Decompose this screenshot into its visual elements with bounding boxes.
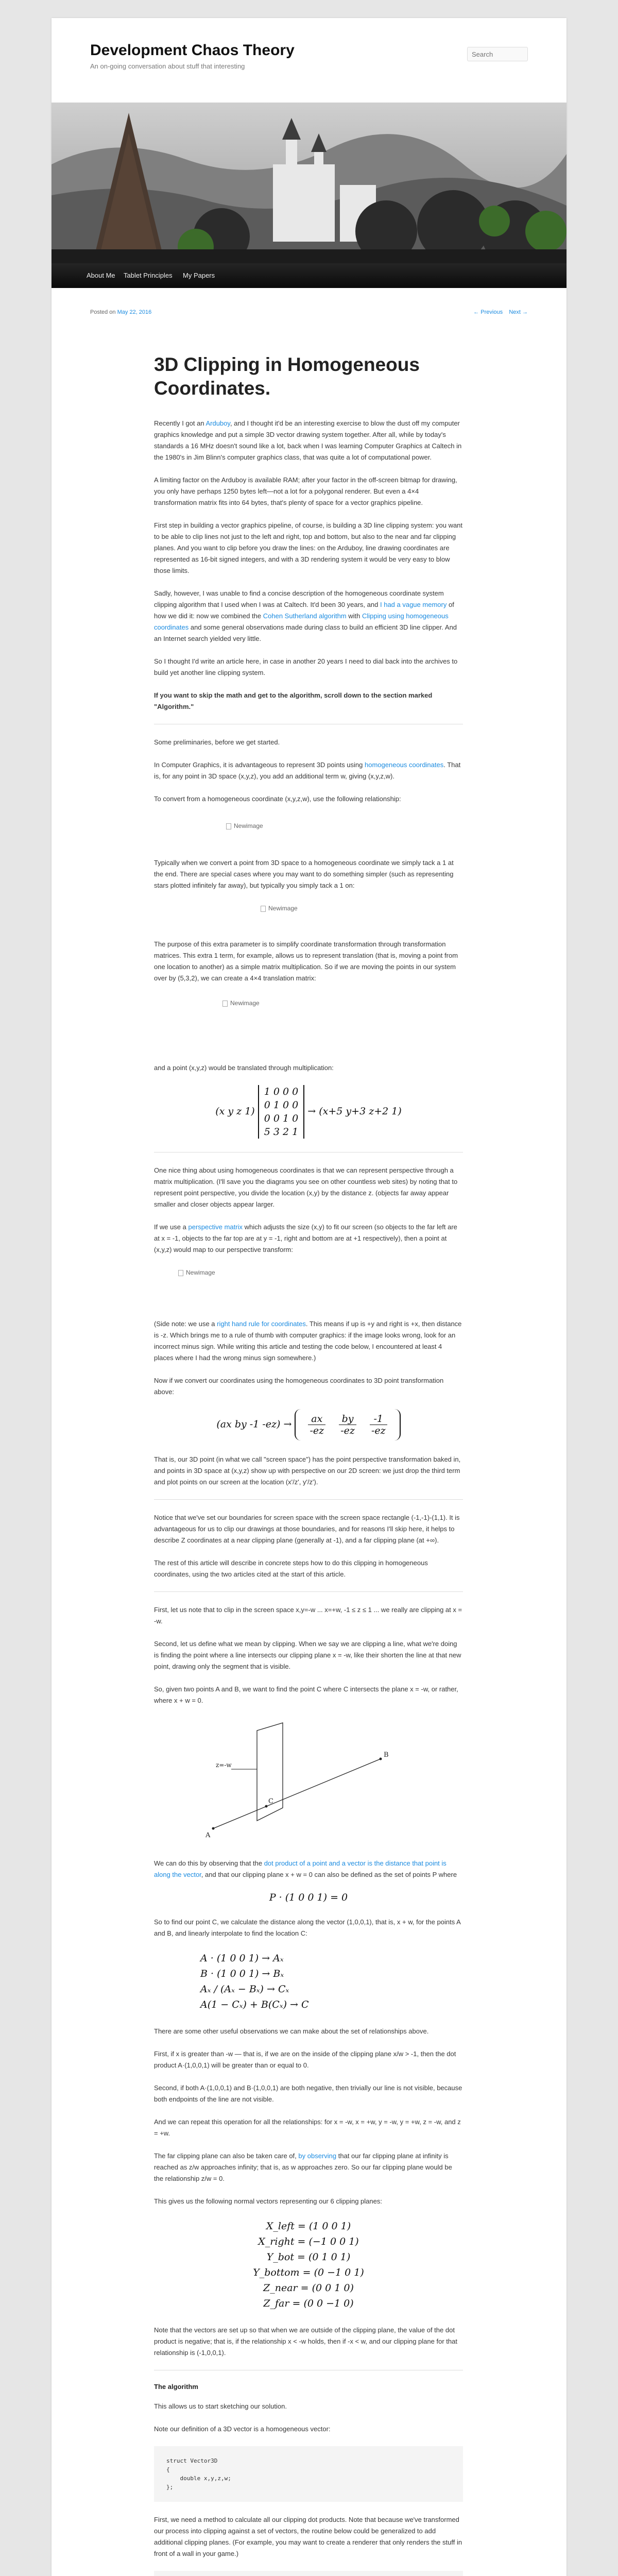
- paragraph: If we use a perspective matrix which adjusts the size (x,y) to fit our screen (so objects to the far left are at x = -1, objects to the far top are at y = -1, right and bottom are at +1 respectively), then a point at (x,y,z) would map to our perspective transform:: [154, 1223, 457, 1253]
- paragraph: To convert from a homogeneous coordinate (x,y,z,w), use the following relationship:: [154, 795, 401, 803]
- vague-memory-link[interactable]: I had a vague memory: [380, 601, 447, 608]
- broken-image: Newimage: [154, 1267, 463, 1318]
- nav-item-my-papers[interactable]: My Papers: [183, 272, 215, 279]
- point-c-label: C: [268, 1798, 273, 1805]
- clipping-plane-diagram: [154, 1718, 463, 1846]
- broken-image: Newimage: [154, 816, 463, 857]
- paragraph: And we can repeat this operation for all the relationships: for x = -w, x = +w, y = -w, y = +w, z = -w, and z = +w.: [154, 2118, 461, 2137]
- translation-equation: (x y z 1) 1 0 0 0 0 1 0 0 0 0 1 0 5 3 2 1 → (x+5 y+3 z+2 1): [215, 1086, 402, 1138]
- paragraph: So, given two points A and B, we want to find the point C where C intersects the plane x = -w, or rather, where x + w = 0.: [154, 1685, 458, 1704]
- paragraph: Sadly, however, I was unable to find a concise description of the homogeneous coordinate system clipping algorithm that I used when I was at Caltech. It'd been 30 years, and I had a vague memory of how we did it: now we combined the Cohen Sutherland algorithm with Clipping using homogeneous coordinates and some general observations made during class to build an efficient 3D line clipper. And an Internet search yielded very little.: [154, 589, 457, 642]
- nav-item-about-me[interactable]: About Me: [87, 272, 115, 279]
- paragraph: Note our definition of a 3D vector is a homogeneous vector:: [154, 2425, 331, 2433]
- perspective-matrix-link[interactable]: perspective matrix: [188, 1223, 243, 1231]
- broken-image: Newimage: [154, 903, 463, 939]
- paragraph: Recently I got an Arduboy, and I thought it'd be an interesting exercise to blow the dust off my computer graphics knowledge and put a simple 3D vector drawing system together. After all, while by today's standards a 16 MHz doesn't sound like a lot, back when I was learning Computer Graphics at Caltech in the 1980's in Jim Blinn's computer graphics class, that was quite a lot of computational power.: [154, 419, 462, 461]
- paragraph: A limiting factor on the Arduboy is available RAM; after your factor in the off-screen bitmap for drawing, you only have perhaps 1250 bytes left—not a lot for a polygonal renderer. But even a 4×4 transformation matrix fits into 64 bytes, that's plenty of space for a vector graphics pipeline.: [154, 476, 457, 506]
- paragraph: The rest of this article will describe in concrete steps how to do this clipping in homogeneous coordinates, using the two articles cited at the start of this article.: [154, 1559, 428, 1578]
- post-date[interactable]: May 22, 2016: [117, 309, 152, 315]
- paragraph: There are some other useful observations we can make about the set of relationships above.: [154, 2027, 429, 2035]
- plane-label: z=-w: [216, 1761, 232, 1769]
- paragraph: Second, let us define what we mean by clipping. When we say we are clipping a line, what we're doing is finding the point where a line intersects our clipping plane x = -w, like their shorten the line at that new point, drawing only the segment that is visible.: [154, 1640, 461, 1670]
- main-nav: [52, 263, 566, 288]
- paragraph: First, let us note that to clip in the screen space x,y=-w ... x=+w, -1 ≤ z ≤ 1 ... we really are clipping at x = -w.: [154, 1606, 462, 1625]
- site-header: [52, 18, 566, 106]
- paragraph: First, we need a method to calculate all our clipping dot products. Note that because we've transformed our process into clipping against a set of vectors, the routine below could be generalized to add additional clipping planes. (For example, you may want to create a renderer that only renders the stuff in front of a wall in your game.): [154, 2516, 462, 2557]
- broken-image-icon: [226, 823, 231, 829]
- search-input[interactable]: [467, 47, 528, 61]
- section-heading-algorithm: The algorithm: [154, 2383, 198, 2391]
- plane-equation: P · (1 0 0 1) = 0: [269, 1892, 348, 1903]
- divider: [154, 1152, 463, 1153]
- point-a-label: A: [205, 1832, 211, 1839]
- broken-image-icon: [261, 906, 266, 912]
- post-content: [154, 353, 463, 2576]
- observing-link[interactable]: by observing: [298, 2152, 337, 2160]
- broken-image-icon: [178, 1270, 183, 1276]
- paragraph: and a point (x,y,z) would be translated through multiplication:: [154, 1064, 334, 1072]
- dot-product-link[interactable]: dot product of a point and a vector is the distance that point is along the vector: [154, 1859, 447, 1878]
- right-hand-rule-link[interactable]: right hand rule for coordinates: [217, 1320, 306, 1328]
- page: [52, 18, 566, 2576]
- site-description: An on-going conversation about stuff that interesting: [90, 62, 245, 70]
- paragraph: Typically when we convert a point from 3D space to a homogeneous coordinate we simply tack a 1 at the end. There are special cases where you may want to do something simpler (such as representing stars plotted infinitely far away), but typically you simply tack a 1 on:: [154, 859, 454, 889]
- paragraph: The far clipping plane can also be taken care of, by observing that our far clipping plane at infinity is reached as z/w approaches infinity; that is, as w approaches zero. So our far clipping plane would be the relationship z/w = 0.: [154, 2152, 452, 2182]
- code-block: [154, 2571, 463, 2576]
- code-block: struct Vector3D { double x,y,z,w; };: [154, 2446, 463, 2502]
- paragraph: That is, our 3D point (in what we call "screen space") has the point perspective transformation baked in, and points in 3D space at (x,y,z) show up with perspective on our 2D screen: we just drop the third term and plot points on our screen at the location (x'/z', y'/z').: [154, 1455, 461, 1486]
- translation-matrix: 1 0 0 0 0 1 0 0 0 0 1 0 5 3 2 1: [258, 1085, 304, 1139]
- paragraph: First, if x is greater than -w — that is, if we are on the inside of the clipping plane x/w > -1, then the dot product A·(1,0,0,1) will be greater than or equal to 0.: [154, 2050, 456, 2069]
- paragraph: Some preliminaries, before we get started.: [154, 738, 280, 746]
- cohen-sutherland-link[interactable]: Cohen Sutherland algorithm: [263, 612, 347, 620]
- post-title: 3D Clipping in Homogeneous Coordinates.: [154, 354, 420, 399]
- broken-image: Newimage: [154, 995, 463, 1062]
- skip-note: If you want to skip the math and get to the algorithm, scroll down to the section marked "Algorithm.": [154, 691, 433, 710]
- paragraph: Now if we convert our coordinates using the homogeneous coordinates to 3D point transformation above:: [154, 1377, 444, 1396]
- point-b-label: B: [384, 1751, 389, 1759]
- header-image[interactable]: [52, 103, 566, 263]
- paragraph: (Side note: we use a right hand rule for coordinates. This means if up is +y and right is +x, then distance is -z. Which brings me to a rule of thumb with computer graphics: if the image looks wrong, look for an incorrect minus sign. While writing this article and testing the code below, I encountered at least 4 places where I had the wrong minus sign somewhere.): [154, 1320, 462, 1362]
- next-post-link[interactable]: Next →: [509, 309, 528, 315]
- paragraph: So to find our point C, we calculate the distance along the vector (1,0,0,1), that is, x + w, for the points A and B, and linearly interpolate to find the location C:: [154, 1918, 461, 1937]
- paragraph: The purpose of this extra parameter is to simplify coordinate transformation through transformation matrices. This extra 1 term, for example, allows us to represent translation (that is, moving a point from one location to another) as a simple matrix multiplication. So if we are moving the points in our system over by (5,3,2), we can create a 4×4 translation matrix:: [154, 940, 458, 982]
- paragraph: This gives us the following normal vectors representing our 6 clipping planes:: [154, 2197, 382, 2205]
- divider: [154, 1499, 463, 1500]
- entry-meta: [90, 309, 528, 319]
- nav-item-tablet-principles[interactable]: Tablet Principles: [124, 272, 173, 279]
- homogeneous-clipping-link[interactable]: Clipping using homogeneous coordinates: [154, 612, 449, 631]
- paragraph: Note that the vectors are set up so that when we are outside of the clipping plane, the value of the dot product is negative; that is, if the relationship x < -w holds, then if -x < w, and our clipping plane for that relationship is (-1,0,0,1).: [154, 2326, 457, 2357]
- paragraph: Second, if both A·(1,0,0,1) and B·(1,0,0,1) are both negative, then trivially our line is not visible, because both endpoints of the line are not visible.: [154, 2084, 462, 2103]
- paragraph: First step in building a vector graphics pipeline, of course, is building a 3D line clipping system: you want to be able to clip lines not just to the left and right, top and bottom, but also to the near and far clipping planes. And you want to clip before you draw the lines: on the Arduboy, line drawing coordinates are represented as 16-bit signed integers, and with a 3D rendering system it would be very easy to blow those limits.: [154, 521, 463, 574]
- paragraph: In Computer Graphics, it is advantageous to represent 3D points using homogeneous coordinates. That is, for any point in 3D space (x,y,z), you add an additional term w, giving (x,y,z,w).: [154, 761, 461, 780]
- perspective-equation: (ax by -1 -ez) → $\frac{ax}{-ez}$ $\frac{by}{-ez}$ $\frac{-1}{-ez}$: [154, 1409, 463, 1440]
- paragraph: This allows us to start sketching our solution.: [154, 2402, 287, 2410]
- previous-post-link[interactable]: ← Previous: [473, 309, 503, 315]
- site-title[interactable]: Development Chaos Theory: [90, 42, 295, 59]
- paragraph: So I thought I'd write an article here, in case in another 20 years I need to dial back into the archives to build yet another line clipping system.: [154, 657, 458, 676]
- paragraph: One nice thing about using homogeneous coordinates is that we can represent perspective through a matrix multiplication. (I'll save you the diagrams you see on other countless web sites) by noting that to represent point perspective, you divide the location (x,y) by the distance z. (objects far away appear smaller and closer objects appear larger.: [154, 1166, 458, 1208]
- posted-prefix: Posted on: [90, 309, 116, 315]
- broken-image-icon: [222, 1001, 228, 1007]
- clipping-plane-vectors: X_left = (1 0 0 1) X_right = (−1 0 0 1) Y_bot = (0 1 0 1) Y_bottom = (0 −1 0 1) Z_near = (0 0 1 0) Z_far = (0 0 −1 0): [253, 2221, 364, 2309]
- divider: [154, 1591, 463, 1592]
- paragraph: Notice that we've set our boundaries for screen space with the screen space rectangle (-1,-1)-(1,1). It is advantageous for us to clip our drawings at those boundaries, and for reasons I'll skip here, it helps to describe Z coordinates at a near clipping plane (generally at -1), and a far clipping plane (at +∞).: [154, 1514, 460, 1544]
- homogeneous-coordinates-link[interactable]: homogeneous coordinates: [365, 761, 444, 769]
- interpolation-equations: A · (1 0 0 1) → Aₓ B · (1 0 0 1) → Bₓ Aₓ / (Aₓ − Bₓ) → Cₓ A(1 − Cₓ) + B(Cₓ) → C: [200, 1953, 309, 2010]
- paragraph: We can do this by observing that the dot product of a point and a vector is the distance that point is along the vector, and that our clipping plane x + w = 0 can also be defined as the set of points P where: [154, 1859, 457, 1878]
- arduboy-link[interactable]: Arduboy: [205, 419, 230, 427]
